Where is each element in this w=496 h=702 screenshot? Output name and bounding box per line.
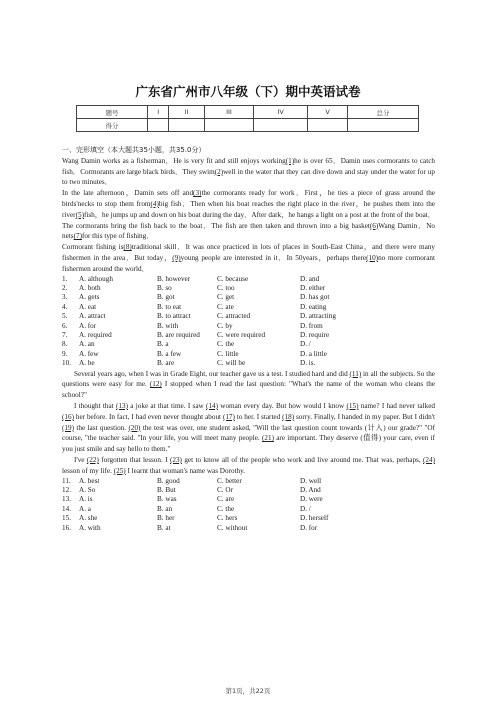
option-d[interactable]: D. / [300,340,311,349]
score-cell [308,119,348,132]
option-d[interactable]: D. either [300,283,326,292]
option-b[interactable]: B. her [157,514,175,523]
option-b[interactable]: B. was [157,495,177,504]
blank-13: (13) [116,402,128,411]
score-row-label: 得分 [77,119,148,132]
option-b[interactable]: B. at [157,523,171,532]
option-d[interactable]: D. herself [300,514,329,523]
option-b[interactable]: B. a few [157,349,182,358]
option-b[interactable]: B. to attract [157,312,191,321]
question-number: 11. [62,476,71,485]
blank-14: (14) [205,402,218,411]
blank-25: (25) [113,466,126,475]
option-d[interactable]: D. And [300,486,321,494]
blank-5: (5) [75,210,84,219]
option-c[interactable]: C. because [217,274,249,283]
score-cell [148,119,169,132]
option-a[interactable]: A. gets [79,293,100,302]
blank-10: (10) [366,253,379,262]
passage1-paragraph: Wang Damin works as a fisherman．He is very fit and still enjoys working(1)he is over 65．Damin uses cormorants to catch fish．Cormorants are large black birds．They swim(2)well in the water that they can dive down and stay under the water for up to two minutes． [62,156,436,187]
blank-11: (11) [349,369,362,378]
option-c[interactable]: C. better [217,476,242,485]
option-b[interactable]: B. are required [157,331,200,339]
question-number: 16. [62,523,71,532]
option-b[interactable]: B. are [157,359,175,368]
question-number: 1. [62,274,68,283]
option-a[interactable]: A. with [79,523,101,532]
option-b[interactable]: B. so [157,283,172,292]
option-a[interactable]: A. is [79,495,93,504]
question-number: 10. [62,359,71,368]
question-number: 12. [62,486,71,494]
option-c[interactable]: C. attracted [217,312,251,321]
option-b[interactable]: B. to eat [157,302,182,311]
exam-content [62,145,435,533]
option-c[interactable]: C. Or [217,486,233,494]
score-header-cell: 总分 [348,106,419,119]
option-c[interactable]: C. too [217,283,235,292]
score-cell [348,119,419,132]
blank-1: (1) [285,156,295,165]
option-d[interactable]: D. require [300,331,330,339]
blank-24: (24) [423,456,436,464]
score-header-cell: V [308,106,348,119]
blank-15: (15) [346,402,359,411]
blank-7: (7) [73,232,82,241]
option-a[interactable]: A. a [79,504,91,513]
option-b[interactable]: B. good [157,476,180,485]
blank-16: (16) [62,412,74,421]
section-title: 一、完形填空（本大题共35小题，共35.0分） [62,146,206,154]
option-c[interactable]: C. the [217,504,235,513]
option-a[interactable]: A. So [79,486,96,494]
blank-21: (21) [261,434,274,443]
option-d[interactable]: D. a little [300,349,327,358]
option-a[interactable]: A. few [79,349,99,358]
option-d[interactable]: D. well [300,476,322,485]
blank-17: (17) [222,412,235,421]
option-a[interactable]: A. she [79,514,98,523]
score-table [76,105,419,132]
option-d[interactable]: D. has got [300,293,330,302]
option-d[interactable]: D. and [300,274,320,283]
score-header-cell: I [148,106,169,119]
question-number: 8. [62,340,68,349]
blank-6: (6) [369,221,379,230]
option-b[interactable]: B. an [157,504,173,513]
option-a[interactable]: A. eat [79,302,97,311]
option-b[interactable]: B. with [157,321,179,330]
option-a[interactable]: A. be [79,359,95,368]
blank-8: (8) [123,243,132,252]
option-a[interactable]: A. attract [79,312,106,321]
question-number: 3. [62,293,68,302]
passage1-paragraph: Cormorant fishing is(8)traditional skill．It was once practiced in lots of places in South-East China，and there were many fishermen in the area．But today，(9)young people are interested in it．In 50years，perhaps there(10)no more cormorant fishermen around the world． [62,243,435,273]
option-a[interactable]: A. for [79,321,97,330]
options-group-2 [62,477,435,533]
option-d[interactable]: D. from [300,321,323,330]
question-number: 6. [62,321,68,330]
blank-4: (4) [150,199,159,208]
passage2-paragraph: I thought that (13) a joke at that time. I saw (14) woman every day. But how would I know (15) name? I had never talked (16) her before. In fact, I had even never thought about (17) to her. I started (18) sorry. Finally, I handed in my paper. But I didn't (19) the last question. (20) the test was over, one student asked, "Will the last question count towards (计入) our grade?" "Of course, "the teacher said. "In your life, you will meet many people. (21) are important. They deserve (值得) your care, even if you just smile and say hello to them." [62,402,435,454]
question-number: 2. [62,283,68,292]
option-a[interactable]: A. best [79,476,100,485]
option-a[interactable]: A. an [79,340,95,349]
score-header-cell: IV [254,106,308,119]
option-b[interactable]: B. But [157,486,176,494]
option-d[interactable]: D. attracting [300,312,336,321]
option-c[interactable]: C. by [217,321,233,330]
option-c[interactable]: C. were required [217,331,266,339]
question-number: 4. [62,302,68,311]
option-a[interactable]: A. required [79,331,112,339]
option-d[interactable]: D. is. [300,359,316,368]
option-b[interactable]: B. got [157,293,175,302]
option-b[interactable]: B. however [157,274,191,283]
score-cell [254,119,308,132]
option-a[interactable]: A. both [79,283,101,292]
blank-3: (3) [193,189,202,198]
option-c[interactable]: C. get [217,293,235,302]
option-b[interactable]: B. a [157,340,169,349]
question-number: 14. [62,504,71,513]
page-title: 广东省广州市八年级（下）期中英语试卷 [135,84,361,99]
score-cell [204,119,253,132]
blank-19: (19) [62,423,74,432]
option-c[interactable]: C. hers [217,514,238,523]
option-a[interactable]: A. although [79,274,113,283]
score-header-cell: II [169,106,204,119]
option-c[interactable]: C. are [217,495,235,504]
option-d[interactable]: D. were [300,495,323,504]
passage1-paragraph: In the late afternoon，Damin sets off and(3)the cormorants ready for work．First，he ties a piece of grass around the birds'necks to stop them from(4)big fish．Then when his boat reaches the right place in the river，he pushes them into the river(5)fish，he jumps up and down on his boat during the day．After dark，he hangs a light on a post at the front of the boat．The cormorants bring the fish back to the boat．The fish are then taken and thrown into a big basket(6)Wang Damin．No nets(7)for this type of fishing． [62,189,436,241]
score-header-cell: 题号 [77,106,148,119]
blank-12: (12) [149,380,162,389]
question-number: 13. [62,495,71,504]
score-table-header-row [77,106,419,119]
option-c[interactable]: C. little [217,349,239,358]
option-d[interactable]: D. / [300,504,311,513]
blank-20: (20) [128,423,141,432]
option-c[interactable]: C. without [217,523,248,532]
options-group-1 [62,275,435,369]
question-number: 15. [62,514,71,523]
option-d[interactable]: D. eating [300,302,327,311]
option-c[interactable]: C. the [217,340,235,349]
score-header-cell: III [204,106,253,119]
option-c[interactable]: C. ate [217,302,234,311]
score-table-score-row [77,119,419,132]
passage2-paragraph: Several years ago, when I was in Grade Eight, our teacher gave us a test. I studied hard and did (11) in all the subjects. So the questions were easy for me. (12) I stopped when I read the last question: "What's the name of the woman who cleans the school?" [62,369,435,400]
score-cell [169,119,204,132]
blank-22: (22) [86,456,99,464]
blank-2: (2) [214,167,224,176]
question-number: 7. [62,331,68,339]
passage2-paragraph: I've (22) forgotten that lesson. I (23) get to know all of the people who work and live around me. That was, perhaps, (24) lesson of my life. (25) I learnt that woman's name was Dorothy. [62,456,436,475]
blank-9: (9) [172,253,181,262]
question-number: 5. [62,312,68,321]
option-d[interactable]: D. for [300,523,318,532]
blank-18: (18) [282,412,295,421]
option-c[interactable]: C. will be [217,359,246,368]
blank-23: (23) [169,456,182,464]
question-number: 9. [62,349,68,358]
page-footer: 第1页，共22页 [225,687,271,695]
